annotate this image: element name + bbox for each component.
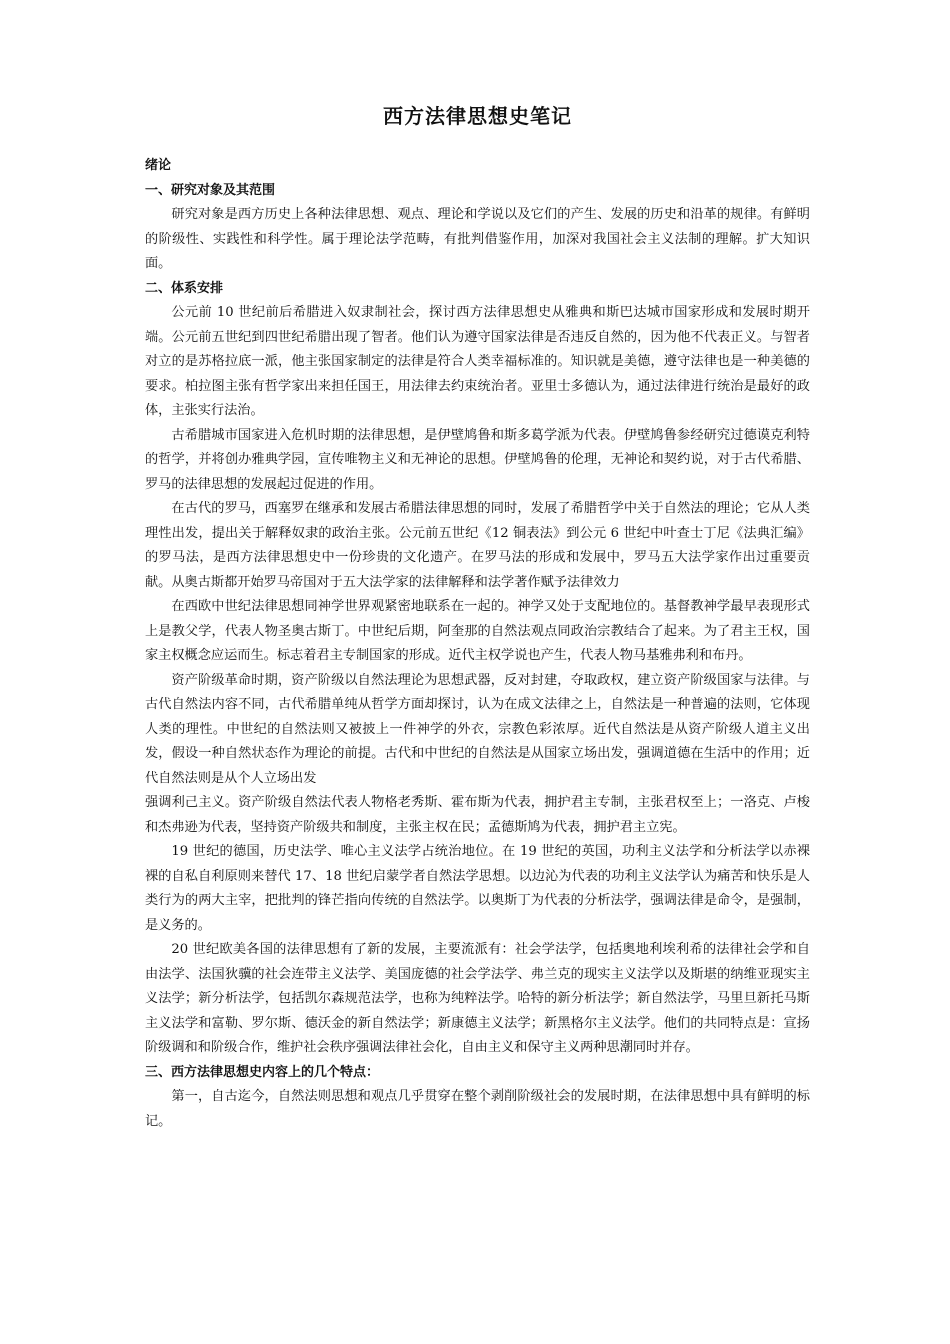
paragraph: 19 世纪的德国，历史法学、唯心主义法学占统治地位。在 19 世纪的英国，功利主义法学和分析法学以赤裸裸的自私自利原则来替代 17、18 世纪启蒙学者自然法学思想。以边沁为代表的功利主义法学认为痛苦和快乐是人类行为的两大主宰，把批判的锋芒指向传统的自然法学。以奥斯丁为代表的分析法学，强调法律是命令，是强制，是义务的。 [145, 844, 810, 933]
paragraph: 研究对象是西方历史上各种法律思想、观点、理论和学说以及它们的产生、发展的历史和沿革的规律。有鲜明的阶级性、实践性和科学性。属于理论法学范畴，有批判借鉴作用，加深对我国社会主义法制的理解。扩大知识面。 [145, 207, 810, 271]
paragraph: 第一，自古迄今，自然法则思想和观点几乎贯穿在整个剥削阶级社会的发展时期，在法律思想中具有鲜明的标记。 [145, 1089, 810, 1129]
paragraph: 在古代的罗马，西塞罗在继承和发展古希腊法律思想的同时，发展了希腊哲学中关于自然法的理论；它从人类理性出发，提出关于解释奴隶的政治主张。公元前五世纪《12 铜表法》到公元 6 世纪中叶查士丁尼《法典汇编》的罗马法，是西方法律思想史中一份珍贵的文化遗产。在罗马法的形成和发展中，罗马五大法学家作出过重要贡献。从奥古斯都开始罗马帝国对于五大法学家的法律解释和法学著作赋予法律效力 [145, 501, 810, 590]
paragraph: 在西欧中世纪法律思想同神学世界观紧密地联系在一起的。神学又处于支配地位的。基督教神学最早表现形式上是教父学，代表人物圣奥古斯丁。中世纪后期，阿奎那的自然法观点同政治宗教结合了起来。为了君主王权，国家主权概念应运而生。标志着君主专制国家的形成。近代主权学说也产生，代表人物马基雅弗利和布丹。 [145, 599, 810, 663]
section-heading-system: 二、体系安排 [145, 280, 224, 296]
section-heading-features: 三、西方法律思想史内容上的几个特点： [145, 1064, 380, 1080]
section-heading-research-object: 一、研究对象及其范围 [145, 182, 276, 198]
paragraph: 公元前 10 世纪前后希腊进入奴隶制社会，探讨西方法律思想史从雅典和斯巴达城市国家形成和发展时期开端。公元前五世纪到四世纪希腊出现了智者。他们认为遵守国家法律是否违反自然的，因为他不代表正义。与智者对立的是苏格拉底一派，他主张国家制定的法律是符合人类幸福标准的。知识就是美德，遵守法律也是一种美德的要求。柏拉图主张有哲学家出来担任国王，用法律去约束统治者。亚里士多德认为，通过法律进行统治是最好的政体，主张实行法治。 [145, 305, 810, 418]
paragraph-continued: 强调利己主义。资产阶级自然法代表人物格老秀斯、霍布斯为代表，拥护君主专制，主张君权至上；一洛克、卢梭和杰弗逊为代表，坚持资产阶级共和制度，主张主权在民；孟德斯鸠为代表，拥护君主立宪。 [145, 795, 810, 835]
paragraph: 古希腊城市国家进入危机时期的法律思想，是伊壁鸠鲁和斯多葛学派为代表。伊壁鸠鲁参经研究过德谟克利特的哲学，并将创办雅典学园，宣传唯物主义和无神论的思想。伊壁鸠鲁的伦理，无神论和契约说，对于古代希腊、罗马的法律思想的发展起过促进的作用。 [145, 427, 810, 492]
document-title: 西方法律思想史笔记 [383, 104, 572, 128]
paragraph: 资产阶级革命时期，资产阶级以自然法理论为思想武器，反对封建，夺取政权，建立资产阶级国家与法律。与古代自然法内容不同，古代希腊单纯从哲学方面却探讨，认为在成文法律之上，自然法是一种普遍的法则，它体现人类的理性。中世纪的自然法则又被披上一件神学的外衣，宗教色彩浓厚。近代自然法是从资产阶级人道主义出发，假设一种自然状态作为理论的前提。古代和中世纪的自然法是从国家立场出发，强调道德在生活中的作用；近代自然法则是从个人立场出发 [145, 672, 810, 786]
section-heading-intro: 绪论 [145, 158, 172, 173]
paragraph: 20 世纪欧美各国的法律思想有了新的发展，主要流派有：社会学法学，包括奥地利埃利希的法律社会学和自由法学、法国狄骥的社会连带主义法学、美国庞德的社会学法学、弗兰克的现实主义法学以及斯堪的纳维亚现实主义法学；新分析法学，包括凯尔森规范法学，也称为纯粹法学。哈特的新分析法学；新自然法学，马里旦新托马斯主义法学和富勒、罗尔斯、德沃金的新自然法学；新康德主义法学；新黑格尔主义法学。他们的共同特点是：宣扬阶级调和和阶级合作，维护社会秩序强调法律社会化，自由主义和保守主义两种思潮同时并存。 [145, 942, 810, 1055]
document-body [145, 154, 810, 1134]
